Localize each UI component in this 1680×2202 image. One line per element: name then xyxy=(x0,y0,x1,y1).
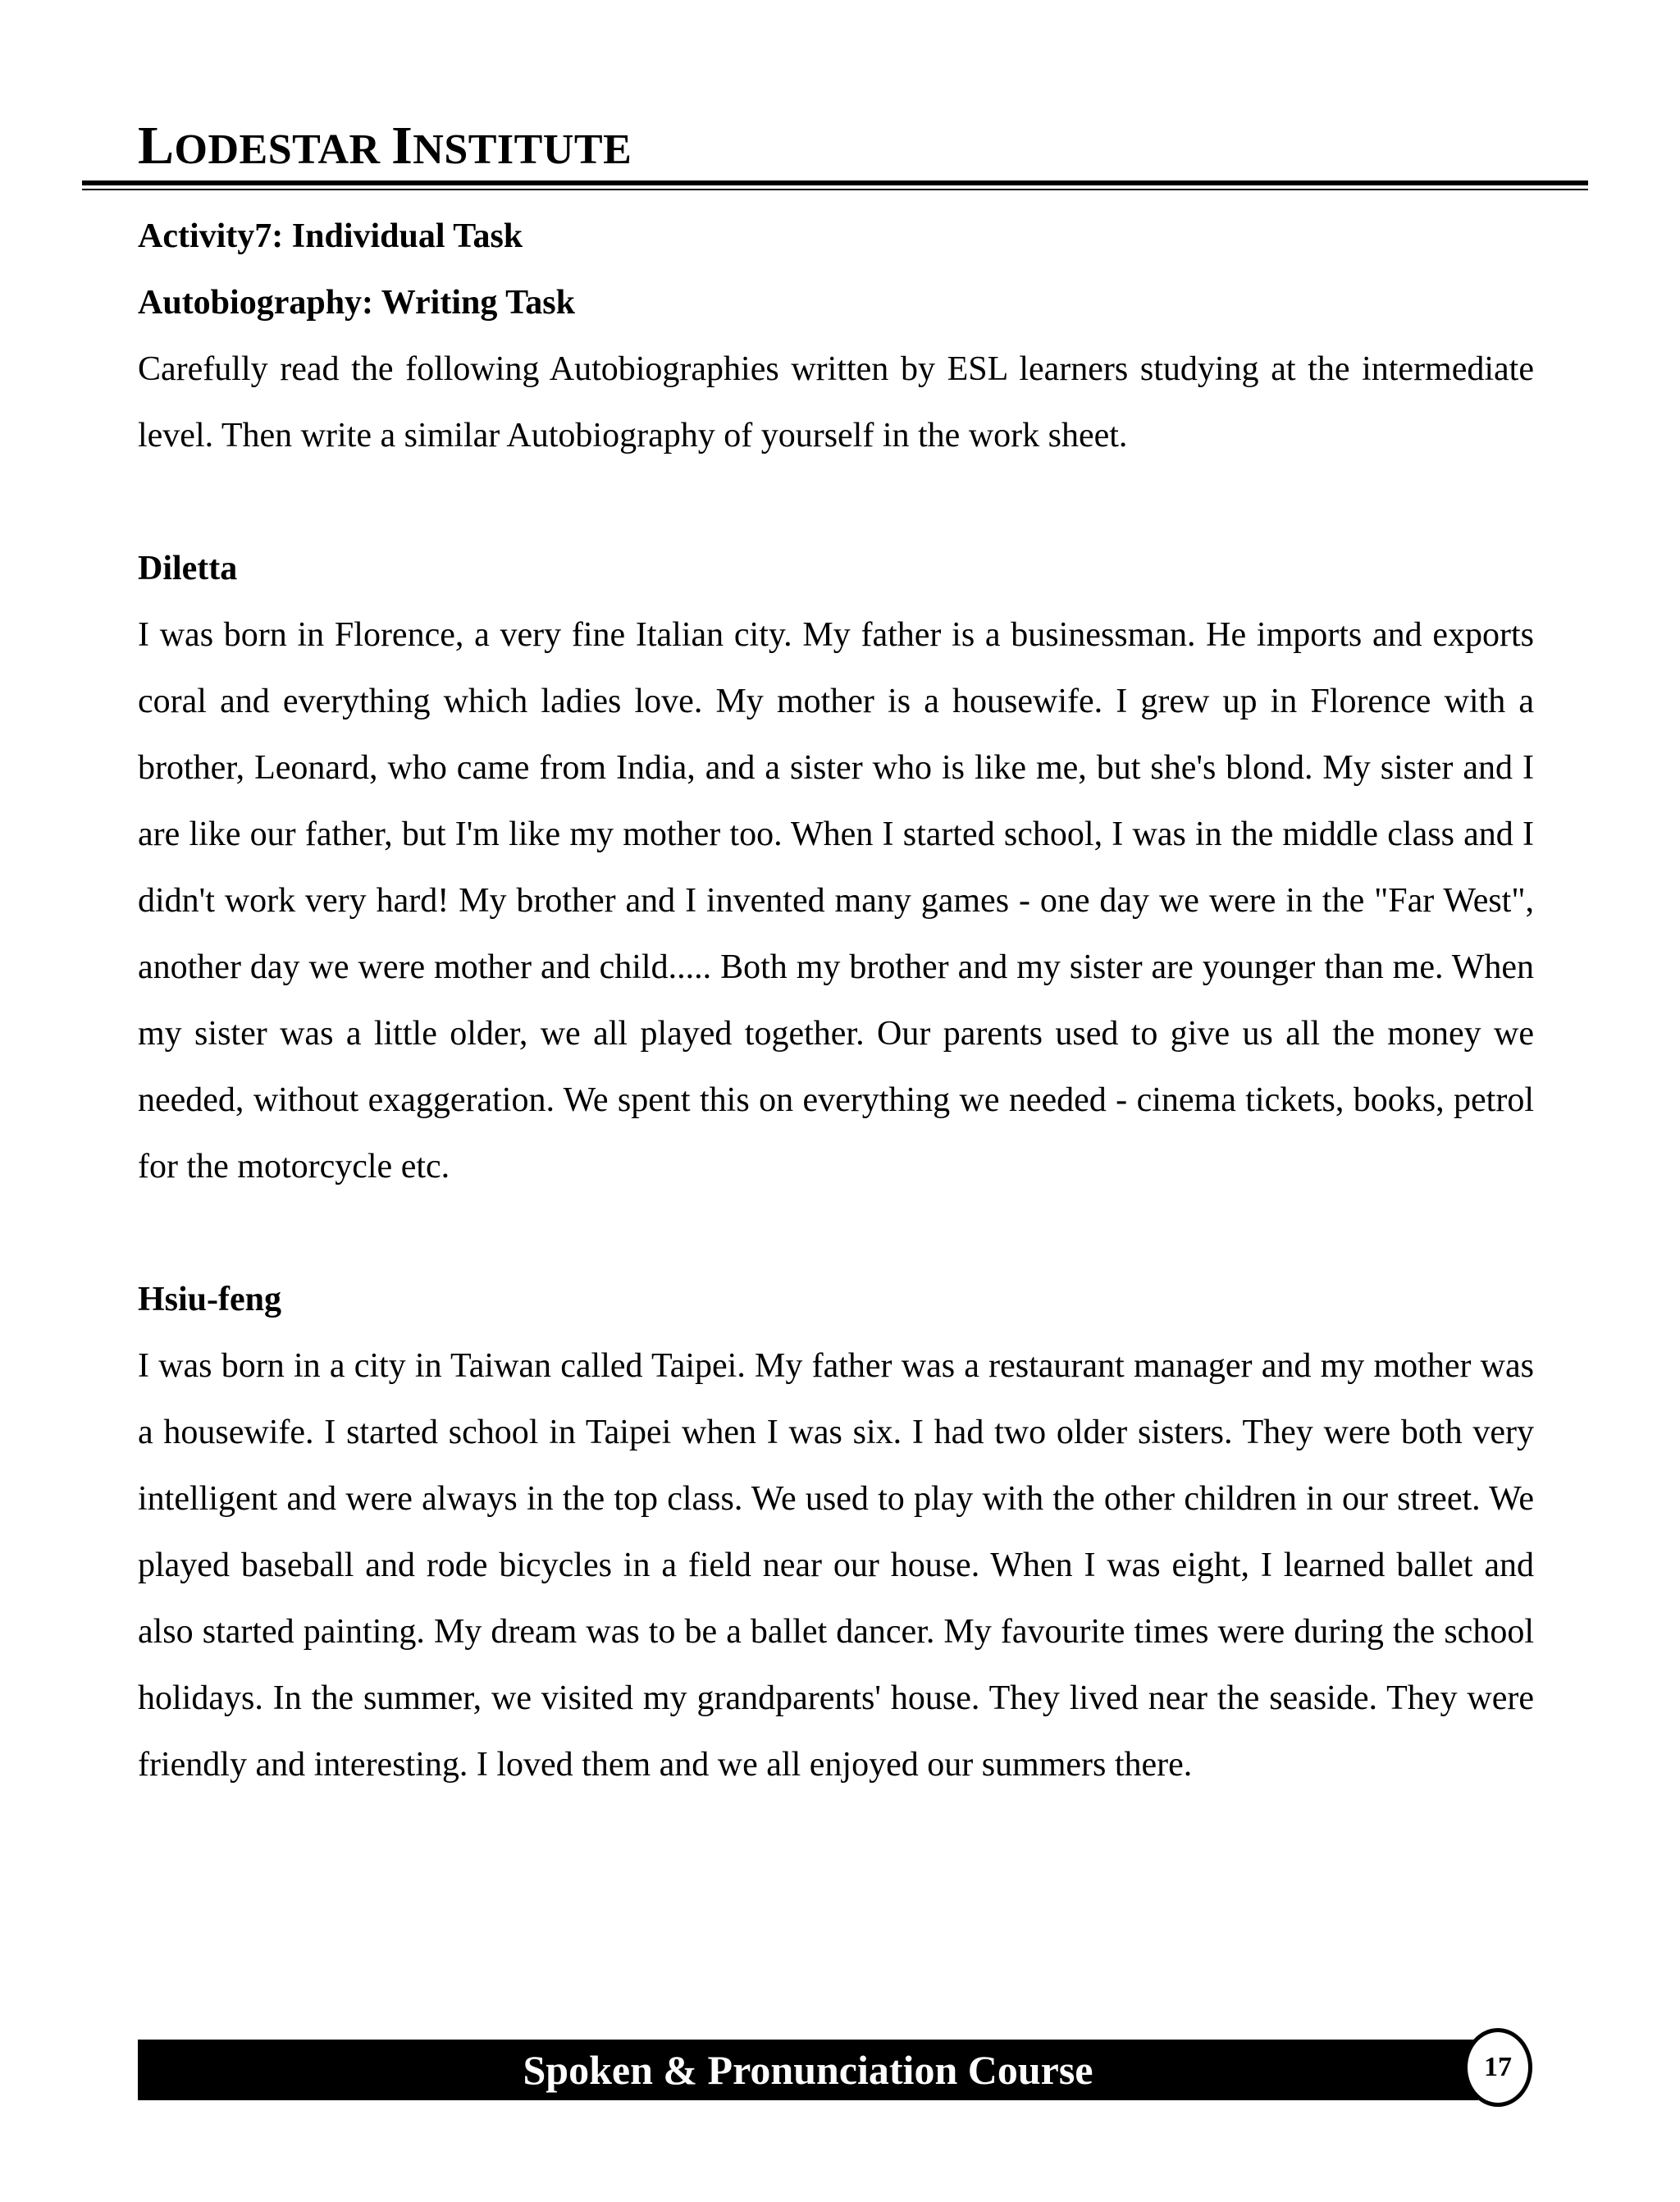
activity-title: Activity7: Individual Task xyxy=(138,217,523,255)
section-spacer xyxy=(138,469,1534,536)
header-rule-thin xyxy=(82,189,1588,190)
header-initial-1: L xyxy=(138,116,175,176)
header-rule-thick xyxy=(82,180,1588,185)
institute-header xyxy=(138,115,632,177)
entry-name-diletta: Diletta xyxy=(138,550,238,587)
entry-name-hsiu-feng: Hsiu-feng xyxy=(138,1281,282,1318)
footer-course-bar: Spoken & Pronunciation Course xyxy=(138,2040,1478,2100)
page-number: 17 xyxy=(1463,2028,1532,2107)
entry-text-diletta: I was born in Florence, a very fine Italian city. My father is a businessman. He imports and exports coral and everything which ladies love. My mother is a housewife. I grew up in Florence with a brother, Leonard, who came from India, and a sister who is like me, but she's blond. My sister and I are like our father, but I'm like my mother too. When I started school, I was in the middle class and I didn't work very hard! My brother and I invented many games - one day we were in the "Far West", another day we were mother and child..... Both my brother and my sister are younger than me. When my sister was a little older, we all played together. Our parents used to give us all the money we needed, without exaggeration. We spent this on everything we needed - cinema tickets, books, petrol for the motorcycle etc. xyxy=(138,616,1534,1186)
page-content xyxy=(138,203,1534,1798)
activity-subtitle: Autobiography: Writing Task xyxy=(138,284,575,322)
entry-text-hsiu-feng: I was born in a city in Taiwan called Taipei. My father was a restaurant manager and my mother was a housewife. I started school in Taipei when I was six. I had two older sisters. They were both very intelligent and were always in the top class. We used to play with the other children in our street. We played baseball and rode bicycles in a field near our house. When I was eight, I learned ballet and also started painting. My dream was to be a ballet dancer. My favourite times were during the school holidays. In the summer, we visited my grandparents' house. They lived near the seaside. They were friendly and interesting. I loved them and we all enjoyed our summers there. xyxy=(138,1347,1534,1784)
section-spacer xyxy=(138,1200,1534,1267)
header-initial-2: I xyxy=(391,116,413,176)
activity-instructions: Carefully read the following Autobiographies written by ESL learners studying at the intermediate level. Then write a similar Autobiography of yourself in the work sheet. xyxy=(138,350,1534,455)
header-word-2-rest: NSTITUTE xyxy=(413,126,632,173)
header-word-1-rest: ODESTAR xyxy=(174,126,381,173)
